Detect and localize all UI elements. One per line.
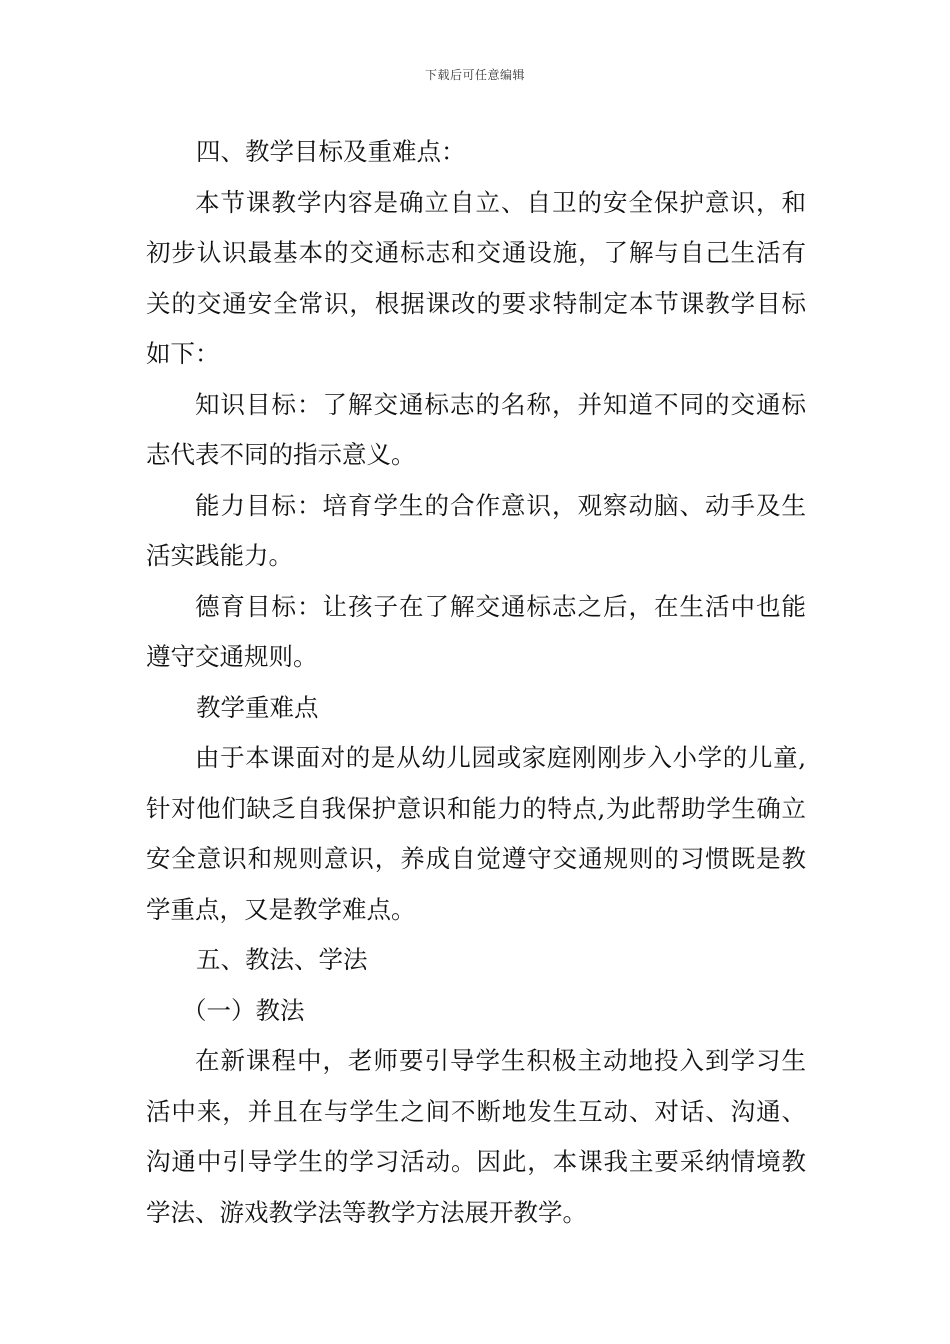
document-body xyxy=(146,127,806,1238)
section-heading-four: 四、教学目标及重难点： xyxy=(196,137,466,166)
paragraph-ability-goal: 能力目标：培育学生的合作意识，观察动脑、动手及生活实践能力。 xyxy=(146,490,806,570)
paragraph-moral-goal: 德育目标：让孩子在了解交通标志之后，在生活中也能遵守交通规则。 xyxy=(146,591,806,671)
paragraph-intro: 本节课教学内容是确立自立、自卫的安全保护意识，和初步认识最基本的交通标志和交通设施，了解与自己生活有关的交通安全常识，根据课改的要求特制定本节课教学目标如下： xyxy=(146,187,806,368)
paragraph-knowledge-goal: 知识目标：了解交通标志的名称，并知道不同的交通标志代表不同的指示意义。 xyxy=(146,389,806,469)
section-heading-five: 五、教法、学法 xyxy=(196,945,368,974)
subheading-key-points: 教学重难点 xyxy=(196,692,319,722)
page-header: 下载后可任意编辑 xyxy=(424,68,525,82)
paragraph-key-points: 由于本课面对的是从幼儿园或家庭刚刚步入小学的儿童,针对他们缺乏自我保护意识和能力的特点,为此帮助学生确立安全意识和规则意识，养成自觉遵守交通规则的习惯既是教学重点，又是教学难点。 xyxy=(146,743,806,924)
subheading-teaching-method: （一）教法 xyxy=(182,995,305,1025)
paragraph-teaching-method: 在新课程中，老师要引导学生积极主动地投入到学习生活中来，并且在与学生之间不断地发生互动、对话、沟通、沟通中引导学生的学习活动。因此，本课我主要采纳情境教学法、游戏教学法等教学方法展开教学。 xyxy=(146,1046,806,1227)
